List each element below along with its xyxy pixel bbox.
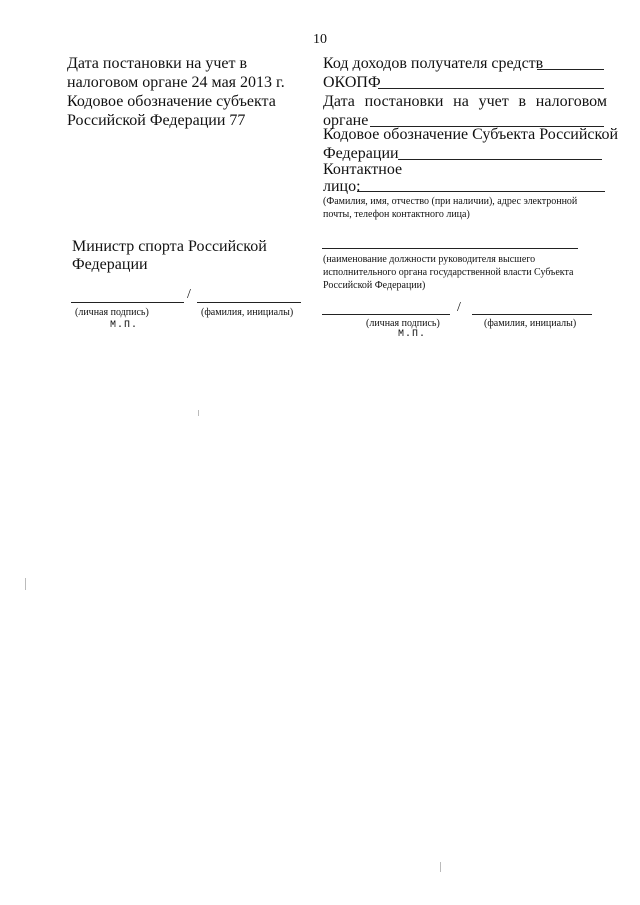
contact-note-line-1: (Фамилия, имя, отчество (при наличии), адрес электронной bbox=[323, 196, 578, 207]
registration-date-line-2: налоговом органе 24 мая 2013 г. bbox=[67, 74, 285, 91]
subject-code-label-line-1: Кодовое обозначение Субъекта Российской bbox=[323, 126, 619, 143]
okopf-label: ОКОПФ bbox=[323, 74, 381, 91]
right-signature-line[interactable] bbox=[322, 314, 450, 315]
right-position-caption-line-3: Российской Федерации) bbox=[323, 280, 426, 291]
subject-code-field[interactable] bbox=[398, 159, 602, 160]
contact-note-line-2: почты, телефон контактного лица) bbox=[323, 209, 470, 220]
right-position-field[interactable] bbox=[322, 248, 578, 249]
right-name-line[interactable] bbox=[472, 314, 592, 315]
left-signature-slash: / bbox=[187, 287, 191, 302]
left-seal-mark: М.П. bbox=[110, 320, 139, 331]
scan-artifact bbox=[25, 578, 26, 590]
left-column bbox=[67, 54, 297, 130]
minister-position-line-2: Федерации bbox=[72, 256, 148, 273]
right-position-caption-line-2: исполнительного органа государственной власти Субъекта bbox=[323, 267, 574, 278]
right-name-caption: (фамилия, инициалы) bbox=[484, 318, 577, 329]
income-code-label: Код доходов получателя средств bbox=[323, 55, 544, 72]
registration-date-line-1: Дата постановки на учет в bbox=[67, 55, 248, 72]
left-name-line[interactable] bbox=[197, 302, 301, 303]
scan-artifact bbox=[198, 410, 199, 416]
contact-label-line-1: Контактное bbox=[323, 161, 403, 178]
subject-code-label-line-2: Федерации bbox=[323, 145, 399, 162]
contact-note bbox=[323, 195, 613, 221]
minister-position-line-1: Министр спорта Российской bbox=[72, 238, 267, 255]
contact-label-line-2: лицо: bbox=[323, 178, 361, 195]
okopf-field[interactable] bbox=[378, 88, 604, 89]
left-signature-caption: (личная подпись) bbox=[75, 307, 149, 318]
page-number: 10 bbox=[313, 32, 327, 47]
scan-artifact bbox=[440, 862, 441, 872]
right-position-caption-line-1: (наименование должности руководителя высшего bbox=[323, 254, 536, 265]
left-signature-line[interactable] bbox=[71, 302, 184, 303]
contact-field[interactable] bbox=[357, 191, 605, 192]
tax-registration-label-line-1: Дата постановки на учет в налоговом bbox=[323, 93, 607, 110]
income-code-field[interactable] bbox=[537, 69, 604, 70]
right-signature-slash: / bbox=[457, 300, 461, 315]
right-position-caption bbox=[323, 253, 623, 292]
left-name-caption: (фамилия, инициалы) bbox=[201, 307, 294, 318]
tax-registration-label-line-2: органе bbox=[323, 112, 369, 129]
right-signature-caption: (личная подпись) bbox=[366, 318, 440, 329]
right-seal-mark: М.П. bbox=[398, 329, 427, 340]
subject-code-line-2: Российской Федерации 77 bbox=[67, 112, 246, 129]
subject-code-line-1: Кодовое обозначение субъекта bbox=[67, 93, 276, 110]
